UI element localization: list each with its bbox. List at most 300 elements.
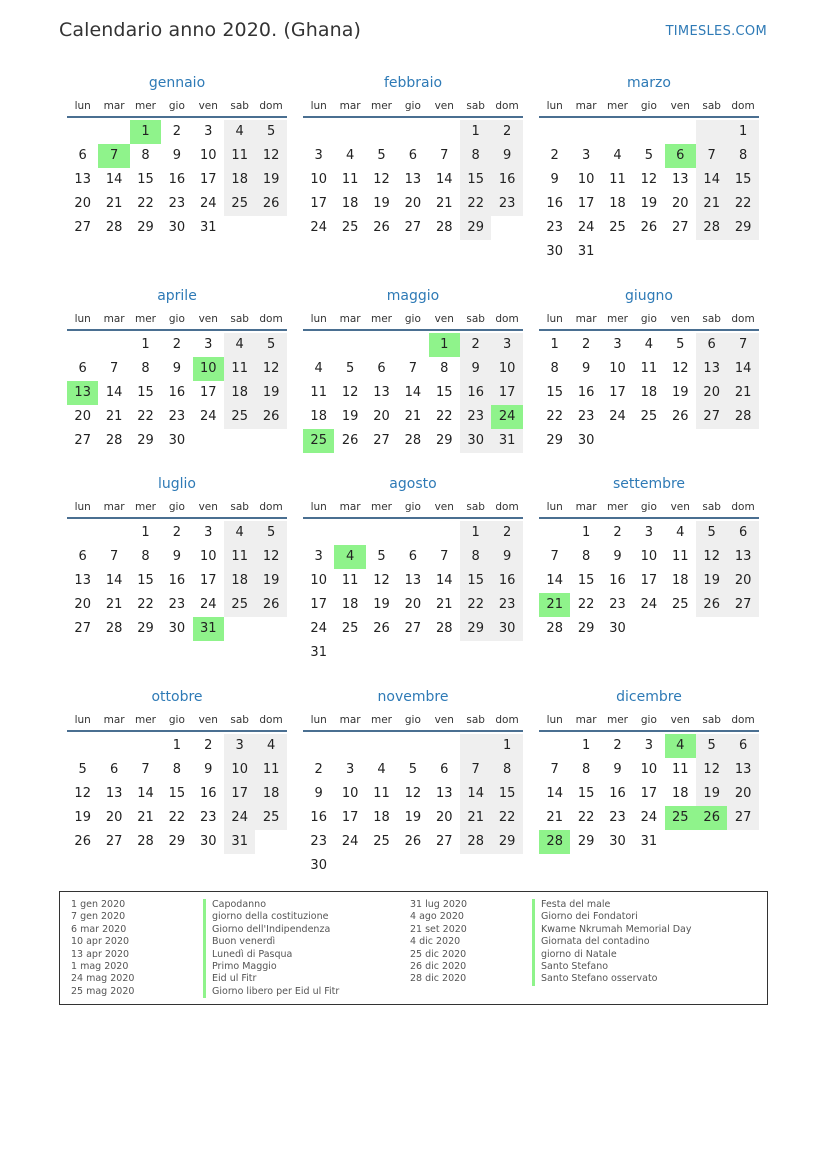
weekday-label: mer — [606, 714, 628, 726]
legend-date: 10 apr 2020 — [71, 936, 130, 948]
day-cell: 2 — [460, 333, 491, 357]
weekday-label: mar — [103, 501, 125, 513]
day-cell: 14 — [696, 168, 727, 192]
day-cell: 23 — [609, 597, 626, 612]
day-cell: 23 — [168, 597, 186, 612]
day-cell: 22 — [577, 597, 595, 612]
day-cell: 31 — [310, 645, 327, 660]
day-cell: 25 — [224, 593, 255, 617]
weekday-label: ven — [198, 313, 218, 325]
day-cell: 12 — [373, 573, 390, 588]
day-cell: 10 — [224, 758, 255, 782]
legend-holiday-name: Giornata del contadino — [532, 936, 691, 948]
weekday-label: gio — [640, 714, 657, 726]
day-cell: 9 — [172, 361, 182, 376]
day-cell: 11 — [672, 549, 689, 564]
day-cell: 15 — [727, 168, 758, 192]
day-cell: 16 — [168, 172, 186, 187]
day-cell: 29 — [436, 433, 453, 448]
day-cell: 24 — [341, 834, 359, 849]
day-cell: 10 — [640, 762, 658, 777]
day-cell: 30 — [577, 433, 595, 448]
day-cell: 8 — [440, 361, 449, 376]
holiday-day-cell: 31 — [193, 617, 224, 641]
day-cell: 29 — [168, 834, 186, 849]
day-cell: 14 — [546, 786, 563, 801]
weekday-label: lun — [74, 100, 91, 112]
day-cell: 19 — [672, 385, 689, 400]
day-cell: 21 — [105, 196, 123, 211]
day-cell: 3 — [644, 525, 654, 540]
day-cell: 14 — [727, 357, 758, 381]
day-cell: 22 — [546, 409, 563, 424]
weekday-label: mer — [606, 501, 628, 513]
day-cell: 21 — [546, 810, 563, 825]
page-title: Calendario anno 2020. (Ghana) — [59, 19, 362, 41]
day-cell: 26 — [373, 220, 390, 235]
weekday-label: sab — [466, 501, 485, 513]
day-cell: 12 — [696, 545, 727, 569]
day-cell: 9 — [613, 549, 622, 564]
day-cell: 17 — [640, 786, 658, 801]
weekday-label: mar — [339, 714, 361, 726]
legend-holiday-name: giorno di Natale — [532, 949, 691, 961]
day-cell: 3 — [314, 148, 323, 163]
day-cell: 31 — [200, 220, 217, 235]
weekday-label: ven — [670, 100, 690, 112]
weekday-header — [67, 708, 287, 732]
day-cell: 6 — [727, 521, 758, 545]
day-cell: 1 — [460, 120, 491, 144]
day-cell: 20 — [672, 196, 689, 211]
month-agosto — [303, 473, 523, 660]
day-cell: 28 — [105, 621, 123, 636]
legend-date: 26 dic 2020 — [410, 960, 467, 972]
day-cell: 5 — [644, 148, 654, 163]
day-cell: 9 — [204, 762, 213, 777]
day-cell: 13 — [696, 357, 727, 381]
weekday-label: ven — [198, 100, 218, 112]
day-cell: 24 — [200, 597, 217, 612]
day-cell: 2 — [491, 120, 522, 144]
day-cell: 8 — [581, 762, 591, 777]
day-cell: 17 — [577, 196, 595, 211]
weekday-label: gio — [404, 313, 421, 325]
month-novembre — [303, 686, 523, 873]
day-cell: 22 — [137, 597, 154, 612]
weekday-label: mer — [370, 501, 392, 513]
day-cell: 13 — [74, 172, 91, 187]
day-cell: 20 — [436, 810, 453, 825]
day-cell: 7 — [141, 762, 150, 777]
day-cell: 18 — [609, 196, 626, 211]
weekday-label: lun — [310, 313, 327, 325]
holiday-day-cell: 25 — [303, 429, 334, 453]
day-cell: 22 — [137, 409, 154, 424]
weekday-label: ven — [434, 100, 454, 112]
day-cell: 9 — [550, 172, 559, 187]
day-cell: 13 — [727, 545, 758, 569]
day-cell: 6 — [78, 148, 87, 163]
day-cell: 2 — [491, 521, 522, 545]
day-cell: 14 — [105, 385, 123, 400]
day-cell: 12 — [404, 786, 422, 801]
day-cell: 22 — [727, 192, 758, 216]
day-cell: 20 — [105, 810, 123, 825]
day-cell: 5 — [408, 762, 418, 777]
day-cell: 28 — [105, 433, 123, 448]
legend-date: 31 lug 2020 — [410, 899, 467, 910]
weekday-label: mar — [103, 313, 125, 325]
weekday-label: gio — [168, 313, 185, 325]
day-cell: 11 — [310, 385, 327, 400]
day-cell: 27 — [436, 834, 453, 849]
day-cell: 12 — [255, 545, 286, 569]
day-cell: 28 — [460, 830, 491, 854]
day-cell: 10 — [491, 357, 522, 381]
day-cell: 30 — [460, 429, 491, 453]
day-cell: 11 — [224, 144, 255, 168]
day-cell: 27 — [105, 834, 123, 849]
day-cell: 11 — [341, 573, 359, 588]
day-cell: 26 — [255, 192, 286, 216]
day-cell: 22 — [460, 192, 491, 216]
weekday-label: mer — [134, 501, 156, 513]
day-cell: 11 — [373, 786, 390, 801]
day-cell: 23 — [491, 192, 522, 216]
day-cell: 18 — [341, 597, 359, 612]
month-marzo — [539, 72, 759, 259]
day-cell: 7 — [696, 144, 727, 168]
day-cell: 30 — [168, 621, 186, 636]
weekday-label: ven — [434, 714, 454, 726]
weekday-label: gio — [640, 313, 657, 325]
day-cell: 19 — [404, 810, 422, 825]
day-cell: 17 — [341, 810, 359, 825]
day-cell: 1 — [550, 337, 559, 352]
day-cell: 5 — [255, 120, 286, 144]
day-cell: 8 — [491, 758, 522, 782]
day-cell: 28 — [546, 621, 563, 636]
day-cell: 16 — [310, 810, 327, 825]
legend-date: 24 mag 2020 — [71, 973, 135, 985]
weekday-label: dom — [495, 501, 519, 513]
day-cell: 27 — [672, 220, 689, 235]
weekday-label: mer — [606, 100, 628, 112]
weekday-label: lun — [546, 100, 563, 112]
legend-names-left — [203, 899, 339, 998]
day-cell: 4 — [377, 762, 386, 777]
month-name: aprile — [157, 288, 197, 304]
brand-link[interactable]: TIMESLES.COM — [665, 24, 767, 39]
day-cell: 31 — [491, 429, 522, 453]
day-cell: 25 — [672, 597, 689, 612]
day-cell: 4 — [345, 148, 355, 163]
weekday-label: sab — [466, 100, 485, 112]
day-cell: 12 — [74, 786, 91, 801]
weekday-label: sab — [230, 100, 249, 112]
day-cell: 24 — [609, 409, 626, 424]
weekday-label: gio — [168, 100, 185, 112]
legend-date: 1 gen 2020 — [71, 899, 126, 910]
day-cell: 3 — [204, 337, 213, 352]
day-cell: 23 — [310, 834, 327, 849]
day-cell: 18 — [224, 381, 255, 405]
day-cell: 15 — [168, 786, 186, 801]
day-cell: 27 — [373, 433, 390, 448]
day-cell: 23 — [491, 593, 522, 617]
weekday-label: ven — [670, 714, 690, 726]
day-cell: 16 — [168, 573, 186, 588]
day-cell: 23 — [460, 405, 491, 429]
day-cell: 20 — [74, 196, 91, 211]
day-cell: 28 — [727, 405, 758, 429]
day-cell: 18 — [224, 569, 255, 593]
day-cell: 29 — [577, 621, 595, 636]
day-cell: 4 — [314, 361, 323, 376]
day-cell: 31 — [224, 830, 255, 854]
weekday-label: mer — [134, 714, 156, 726]
day-cell: 7 — [460, 758, 491, 782]
weekday-label: ven — [670, 501, 690, 513]
day-cell: 20 — [696, 381, 727, 405]
legend-holiday-name: Lunedì di Pasqua — [203, 949, 339, 961]
day-cell: 31 — [577, 244, 595, 259]
day-cell: 26 — [255, 405, 286, 429]
day-cell: 22 — [137, 196, 154, 211]
day-cell: 26 — [255, 593, 286, 617]
holiday-day-cell: 25 — [665, 806, 696, 830]
day-cell: 29 — [546, 433, 563, 448]
day-cell: 27 — [727, 593, 758, 617]
weekday-label: sab — [702, 100, 721, 112]
weekday-label: ven — [670, 313, 690, 325]
day-cell: 20 — [727, 782, 758, 806]
day-cell: 17 — [310, 597, 327, 612]
day-cell: 24 — [640, 810, 658, 825]
day-cell: 24 — [577, 220, 595, 235]
day-cell: 17 — [310, 196, 327, 211]
day-cell: 7 — [109, 361, 119, 376]
day-cell: 3 — [345, 762, 355, 777]
weekday-label: ven — [198, 501, 218, 513]
day-cell: 18 — [672, 786, 689, 801]
weekday-label: sab — [702, 313, 721, 325]
day-cell: 16 — [200, 786, 217, 801]
day-cell: 15 — [546, 385, 563, 400]
day-cell: 3 — [204, 124, 213, 139]
weekday-label: gio — [168, 501, 185, 513]
day-cell: 11 — [224, 357, 255, 381]
day-cell: 4 — [224, 521, 255, 545]
legend-date: 7 gen 2020 — [71, 911, 126, 923]
month-giugno — [539, 285, 759, 448]
day-cell: 7 — [440, 549, 449, 564]
day-cell: 29 — [137, 220, 154, 235]
weekday-label: mar — [339, 100, 361, 112]
day-cell: 19 — [373, 196, 390, 211]
day-cell: 4 — [224, 333, 255, 357]
legend-holiday-name: Festa del male — [532, 899, 691, 911]
month-name: giugno — [625, 288, 673, 304]
day-cell: 10 — [640, 549, 658, 564]
day-cell: 19 — [373, 597, 390, 612]
day-cell: 9 — [491, 144, 522, 168]
day-cell: 10 — [341, 786, 359, 801]
day-cell: 2 — [172, 525, 182, 540]
weekday-label: mar — [575, 714, 597, 726]
day-cell: 26 — [341, 433, 359, 448]
day-cell: 6 — [440, 762, 449, 777]
day-cell: 30 — [168, 433, 186, 448]
day-cell: 28 — [105, 220, 123, 235]
weekday-label: lun — [310, 100, 327, 112]
day-cell: 12 — [696, 758, 727, 782]
holiday-legend — [59, 891, 768, 1005]
day-cell: 29 — [491, 830, 522, 854]
day-cell: 25 — [640, 409, 658, 424]
weekday-label: mar — [339, 313, 361, 325]
day-cell: 15 — [460, 168, 491, 192]
day-cell: 8 — [581, 549, 591, 564]
holiday-day-cell: 1 — [130, 120, 161, 144]
day-cell: 10 — [577, 172, 595, 187]
day-cell: 8 — [141, 361, 150, 376]
month-name: gennaio — [148, 75, 206, 91]
day-cell: 25 — [224, 405, 255, 429]
legend-holiday-name: Santo Stefano — [532, 961, 691, 973]
day-cell: 9 — [314, 786, 323, 801]
day-cell: 24 — [200, 196, 217, 211]
day-cell: 8 — [141, 148, 150, 163]
day-cell: 11 — [609, 172, 626, 187]
day-cell: 9 — [460, 357, 491, 381]
day-cell: 20 — [74, 597, 91, 612]
day-cell: 19 — [74, 810, 91, 825]
day-cell: 9 — [172, 549, 182, 564]
day-cell: 1 — [460, 521, 491, 545]
day-cell: 23 — [200, 810, 217, 825]
weekday-label: sab — [230, 313, 249, 325]
day-cell: 21 — [137, 810, 154, 825]
day-cell: 15 — [137, 172, 154, 187]
empty-weekend-cell — [460, 734, 491, 758]
weekday-label: dom — [731, 100, 755, 112]
day-cell: 8 — [460, 545, 491, 569]
weekday-label: gio — [404, 714, 421, 726]
day-cell: 27 — [727, 806, 758, 830]
month-name: dicembre — [616, 689, 682, 705]
day-cell: 16 — [168, 385, 186, 400]
day-cell: 1 — [172, 738, 182, 753]
weekday-label: dom — [259, 501, 283, 513]
weekday-label: lun — [546, 714, 563, 726]
weekday-label: mar — [103, 714, 125, 726]
day-cell: 17 — [640, 573, 658, 588]
day-cell: 20 — [404, 196, 422, 211]
day-cell: 8 — [172, 762, 182, 777]
day-cell: 18 — [224, 168, 255, 192]
day-cell: 11 — [672, 762, 689, 777]
day-cell: 1 — [581, 525, 591, 540]
day-cell: 13 — [74, 573, 91, 588]
day-cell: 9 — [172, 148, 182, 163]
day-cell: 16 — [609, 573, 626, 588]
day-cell: 26 — [373, 621, 390, 636]
month-aprile — [67, 285, 287, 448]
month-gennaio — [67, 72, 287, 235]
day-cell: 10 — [200, 549, 217, 564]
weekday-label: dom — [731, 501, 755, 513]
day-cell: 5 — [696, 521, 727, 545]
day-cell: 12 — [640, 172, 658, 187]
day-cell: 16 — [609, 786, 626, 801]
day-cell: 5 — [255, 521, 286, 545]
weekday-label: ven — [434, 501, 454, 513]
holiday-day-cell: 6 — [665, 144, 696, 168]
empty-weekend-cell — [696, 120, 727, 144]
day-cell: 11 — [341, 172, 359, 187]
day-cell: 15 — [577, 573, 595, 588]
month-name: agosto — [389, 476, 437, 492]
day-cell: 17 — [491, 381, 522, 405]
day-cell: 19 — [255, 168, 286, 192]
day-cell: 4 — [644, 337, 654, 352]
weekday-label: sab — [230, 501, 249, 513]
day-cell: 27 — [74, 621, 91, 636]
weekday-label: lun — [546, 313, 563, 325]
weekday-label: mar — [339, 501, 361, 513]
month-name: febbraio — [383, 75, 443, 91]
day-cell: 12 — [255, 144, 286, 168]
weekday-label: gio — [640, 501, 657, 513]
day-cell: 27 — [74, 220, 91, 235]
day-cell: 24 — [224, 806, 255, 830]
day-cell: 29 — [460, 617, 491, 641]
day-cell: 5 — [345, 361, 355, 376]
day-cell: 6 — [109, 762, 119, 777]
day-cell: 1 — [727, 120, 758, 144]
day-cell: 5 — [377, 549, 386, 564]
day-cell: 29 — [577, 834, 595, 849]
day-cell: 10 — [200, 148, 217, 163]
weekday-label: gio — [404, 501, 421, 513]
day-cell: 19 — [341, 409, 359, 424]
weekday-label: dom — [495, 100, 519, 112]
day-cell: 30 — [546, 244, 563, 259]
holiday-day-cell: 4 — [334, 545, 365, 569]
holiday-day-cell: 24 — [491, 405, 522, 429]
day-cell: 8 — [460, 144, 491, 168]
day-cell: 17 — [200, 172, 217, 187]
month-name: marzo — [627, 75, 671, 91]
day-cell: 19 — [640, 196, 658, 211]
day-cell: 5 — [78, 762, 87, 777]
month-name: novembre — [377, 689, 449, 705]
day-cell: 29 — [137, 621, 154, 636]
day-cell: 4 — [613, 148, 622, 163]
legend-holiday-name: Santo Stefano osservato — [532, 973, 691, 985]
day-cell: 30 — [609, 621, 626, 636]
holiday-day-cell: 4 — [665, 734, 696, 758]
weekday-label: lun — [310, 501, 327, 513]
day-cell: 28 — [436, 621, 453, 636]
day-cell: 11 — [640, 361, 658, 376]
day-cell: 6 — [696, 333, 727, 357]
day-cell: 16 — [546, 196, 563, 211]
day-cell: 23 — [168, 196, 186, 211]
weekday-label: lun — [74, 501, 91, 513]
